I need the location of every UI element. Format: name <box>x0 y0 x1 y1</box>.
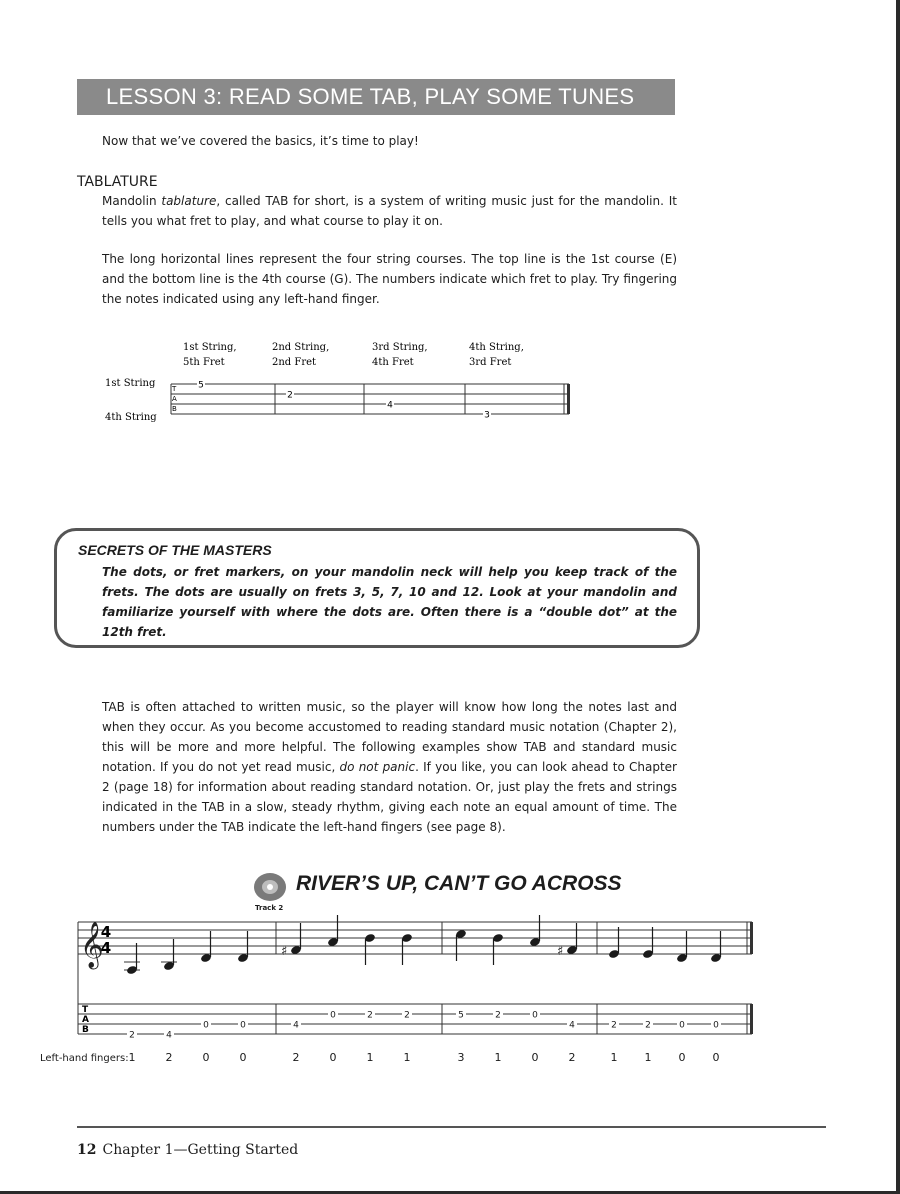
tab-clef-letter: A <box>82 1015 89 1025</box>
tab-example-label-top: 4th String, <box>469 342 524 353</box>
finger-number: 0 <box>329 1051 337 1064</box>
tab-fret-number: 2 <box>129 1030 135 1041</box>
finger-number: 1 <box>366 1051 374 1064</box>
time-sig-top: 4 <box>100 923 112 941</box>
scan-edge <box>896 0 900 1194</box>
cd-icon <box>252 871 288 903</box>
tab-clef-letter: T <box>82 1005 89 1015</box>
finger-number: 1 <box>494 1051 502 1064</box>
tab-notation-paragraph <box>102 697 677 837</box>
page-number: 12 <box>77 1142 97 1158</box>
tab-example-figure <box>100 336 580 426</box>
tab-clef-t: T <box>172 385 177 393</box>
tab-fret-number: 0 <box>240 1020 246 1031</box>
tablature-paragraph-2: The long horizontal lines represent the four string courses. The top line is the 1st course (E) and the bottom line is the 4th course (G). The numbers indicate which fret to play. Try fingering the notes indicated using any left-hand finger. <box>102 252 677 306</box>
tab-example-fret: 4 <box>387 400 393 411</box>
tab-fret-number: 4 <box>166 1030 172 1041</box>
para3-end: . If you like, you can look ahead to Chapter 2 (page 18) for information about reading standard notation. Or, just play the frets and strings indicated in the TAB in a slow, steady rhythm, giving each note an equal amount of time. The numbers under the TAB indicate the left-hand fingers (see page 8). <box>102 760 677 834</box>
finger-number: 1 <box>610 1051 618 1064</box>
footer-rule <box>77 1126 826 1128</box>
tab-fret-number: 0 <box>203 1020 209 1031</box>
tab-example-label-bottom: 3rd Fret <box>469 357 512 368</box>
finger-number: 0 <box>678 1051 686 1064</box>
tab-fret-number: 0 <box>713 1020 719 1031</box>
tab-example-fret: 2 <box>287 390 293 401</box>
chapter-title: Chapter 1—Getting Started <box>102 1142 299 1158</box>
tab-example-label-top: 3rd String, <box>372 342 428 353</box>
tab-example-fret: 5 <box>198 380 204 391</box>
final-bar-thick <box>567 384 570 414</box>
finger-number: 2 <box>292 1051 300 1064</box>
tab-final-bar-thick <box>750 1004 753 1034</box>
tab-example-label-bottom: 2nd Fret <box>272 357 317 368</box>
final-bar-thick <box>750 922 753 954</box>
finger-number: 0 <box>202 1051 210 1064</box>
tab-fret-number: 2 <box>645 1020 651 1031</box>
tab-fret-number: 2 <box>611 1020 617 1031</box>
tab-clef-a: A <box>172 395 177 403</box>
page-footer <box>77 1142 298 1158</box>
finger-number: 0 <box>531 1051 539 1064</box>
tab-fret-number: 4 <box>293 1020 299 1031</box>
tab-fret-number: 0 <box>532 1010 538 1021</box>
finger-number: 2 <box>568 1051 576 1064</box>
para1-end: , called TAB for short, is a system of writing music just for the mandolin. It tells you what fret to play, and what course to play it on. <box>102 194 677 228</box>
para3-start: TAB is often attached to written music, so the player will know how long the notes last and when they occur. As you become accustomed to reading standard music notation (Chapter 2), this will be more and more helpful. The following examples show TAB and standard music notation. If you do not yet read music, <box>102 700 677 774</box>
treble-clef: 𝄞 <box>80 922 104 968</box>
para1-emphasis: tablature <box>161 194 217 208</box>
tab-example-label-bottom: 4th Fret <box>372 357 414 368</box>
finger-number: 0 <box>712 1051 720 1064</box>
sharp-sign: ♯ <box>557 944 564 959</box>
track-label: Track 2 <box>255 904 284 912</box>
para3-emphasis: do not panic <box>339 760 416 774</box>
tab-example-label-top: 2nd String, <box>272 342 330 353</box>
tab-clef-b: B <box>172 405 177 413</box>
bottom-string-label: 4th String <box>105 412 157 423</box>
tab-fret-number: 0 <box>330 1010 336 1021</box>
time-sig-bottom: 4 <box>100 939 112 957</box>
top-string-label: 1st String <box>105 378 156 389</box>
tab-example-label-top: 1st String, <box>183 342 237 353</box>
song-title: RIVER’S UP, CAN’T GO ACROSS <box>296 872 622 895</box>
tab-clef-letter: B <box>82 1025 89 1035</box>
tablature-paragraph-1 <box>102 191 677 231</box>
finger-number: 1 <box>403 1051 411 1064</box>
tab-fret-number: 2 <box>495 1010 501 1021</box>
fingers-label: Left-hand fingers: <box>40 1053 129 1064</box>
tab-example-fret: 3 <box>484 410 490 421</box>
finger-number: 1 <box>128 1051 136 1064</box>
tablature-heading: TABLATURE <box>77 174 158 190</box>
tab-example-label-bottom: 5th Fret <box>183 357 225 368</box>
tab-fret-number: 4 <box>569 1020 575 1031</box>
sharp-sign: ♯ <box>281 944 288 959</box>
song-notation <box>36 900 766 1075</box>
lesson-title <box>77 79 675 115</box>
finger-number: 1 <box>644 1051 652 1064</box>
secrets-body: The dots, or fret markers, on your mandolin neck will help you keep track of the frets. The dots are usually on frets 3, 5, 7, 10 and 12. Look at your mandolin and familiarize yourself with where the dots are. Often there is a “double dot” at the 12th fret. <box>102 565 677 639</box>
finger-number: 2 <box>165 1051 173 1064</box>
tab-fret-number: 5 <box>458 1010 464 1021</box>
tab-fret-number: 2 <box>404 1010 410 1021</box>
finger-number: 3 <box>457 1051 465 1064</box>
tab-fret-number: 2 <box>367 1010 373 1021</box>
intro-text: Now that we’ve covered the basics, it’s time to play! <box>102 134 419 148</box>
secrets-title: SECRETS OF THE MASTERS <box>78 542 272 558</box>
lesson-title-text: LESSON 3: READ SOME TAB, PLAY SOME TUNES <box>106 84 635 109</box>
tab-fret-number: 0 <box>679 1020 685 1031</box>
finger-number: 0 <box>239 1051 247 1064</box>
para1-start: Mandolin <box>102 194 162 208</box>
